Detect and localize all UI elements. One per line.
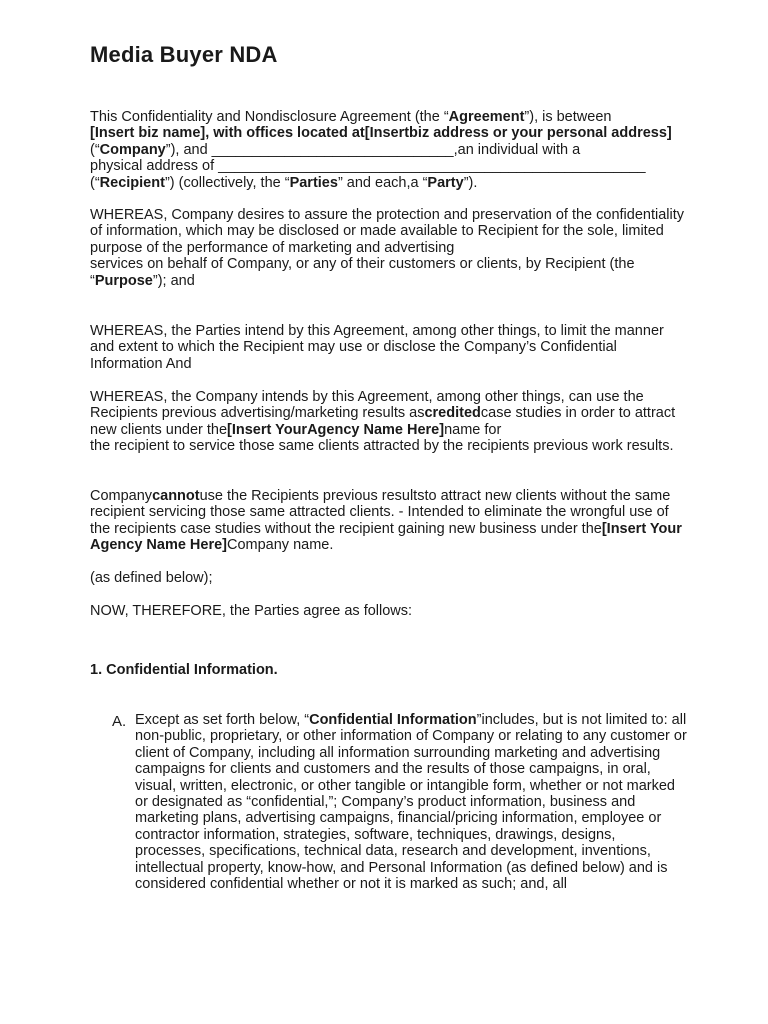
list-marker: A. (112, 713, 127, 730)
text: WHEREAS, Company desires to assure the protection and preservation of the confidentiality of information, which may be disclosed or made available to Recipient for the sole, limited purpose of the performance of marketing and advertising (90, 207, 684, 256)
placeholder-agency-name: [Insert Your Agency Name Here] (90, 520, 682, 554)
document-body (90, 109, 686, 191)
document-title: Media Buyer NDA (90, 42, 278, 67)
defined-term: Parties (289, 174, 338, 191)
text: case studies in order to attract new clients under the (90, 405, 676, 438)
placeholder-agency-name: [Insert YourAgency Name Here] (227, 421, 445, 438)
defined-below-block (90, 570, 686, 586)
text: ”), and ______________________________,an individual with a (165, 141, 581, 158)
defined-term: Agreement (448, 109, 525, 125)
defined-term: Confidential Information (309, 712, 477, 728)
defined-term: Recipient (99, 174, 165, 191)
defined-term: Purpose (94, 272, 153, 289)
text: ”); and (152, 272, 195, 289)
whereas-paragraph (90, 389, 686, 455)
list-item-text (135, 712, 687, 892)
whereas-block-2 (90, 323, 686, 372)
defined-term: Company (99, 141, 166, 158)
text: (“ (90, 141, 100, 158)
intro-paragraph (90, 109, 686, 191)
text: ”includes, but is not limited to: all non-public, proprietary, or other information of Company or relating to any customer or client of Company, including all information surrounding marketing and advertising campaigns for clients and customers and the results of those campaigns, in oral, visual, written, electronic, or other tangible or intangible form, whether or not marked or designated as “confidential,”; Company’s product information, business and marketing plans, advertising campaigns, financial/pricing information, employee or contractor information, strategies, software, techniques, drawings, designs, processes, specifications, technical data, research and development, inventions, intellectual property, know-how, and Personal Information (as defined below) and is considered confidential whether or not it is marked as such; and, all (135, 712, 687, 893)
placeholder-biz-name: [Insert biz name], with offices located at[Insertbiz address or your personal address] (90, 125, 672, 142)
emphasis: credited (424, 405, 481, 422)
text: the recipient to service those same clients attracted by the recipients previous work results. (90, 438, 674, 455)
text: ” and each,a “ (337, 174, 428, 191)
text: Except as set forth below, “ (135, 712, 310, 728)
whereas-block-1 (90, 207, 686, 289)
cannot-block (90, 488, 686, 554)
text: (“ (90, 174, 100, 191)
cannot-paragraph (90, 488, 686, 554)
whereas-block-3 (90, 389, 686, 455)
text: ”), is between (524, 109, 612, 125)
list-item-a (135, 712, 687, 892)
text: This Confidentiality and Nondisclosure Agreement (the “ (90, 109, 449, 125)
defined-term: Party (427, 174, 464, 191)
defined-below-line: (as defined below); (90, 570, 213, 586)
text: ”) (collectively, the “ (164, 174, 290, 191)
text: Company name. (227, 537, 334, 554)
text: physical address of _____________________________________________________ (90, 158, 646, 175)
text: use the Recipients previous resultsto attract new clients without the same recipient servicing those same attracted clients. - Intended to eliminate the wrongful use of the recipients case studies without the recipient gaining new business under the (90, 488, 671, 537)
whereas-paragraph: WHEREAS, the Parties intend by this Agreement, among other things, to limit the manner and extent to which the Recipient may use or disclose the Company’s Confidential Information And (90, 323, 664, 372)
now-therefore-block (90, 603, 686, 619)
text: WHEREAS, the Company intends by this Agreement, among other things, can use the Recipients previous advertising/marketing results as (90, 389, 644, 422)
text: ”). (463, 174, 478, 191)
text: name for (444, 421, 502, 438)
now-therefore-line: NOW, THEREFORE, the Parties agree as follows: (90, 603, 413, 619)
whereas-paragraph (90, 207, 686, 289)
emphasis: cannot (152, 488, 200, 504)
text: Company (90, 488, 153, 504)
text: services on behalf of Company, or any of their customers or clients, by Recipient (the “ (90, 256, 635, 289)
section-heading-confidential-information: 1. Confidential Information. (90, 662, 278, 678)
